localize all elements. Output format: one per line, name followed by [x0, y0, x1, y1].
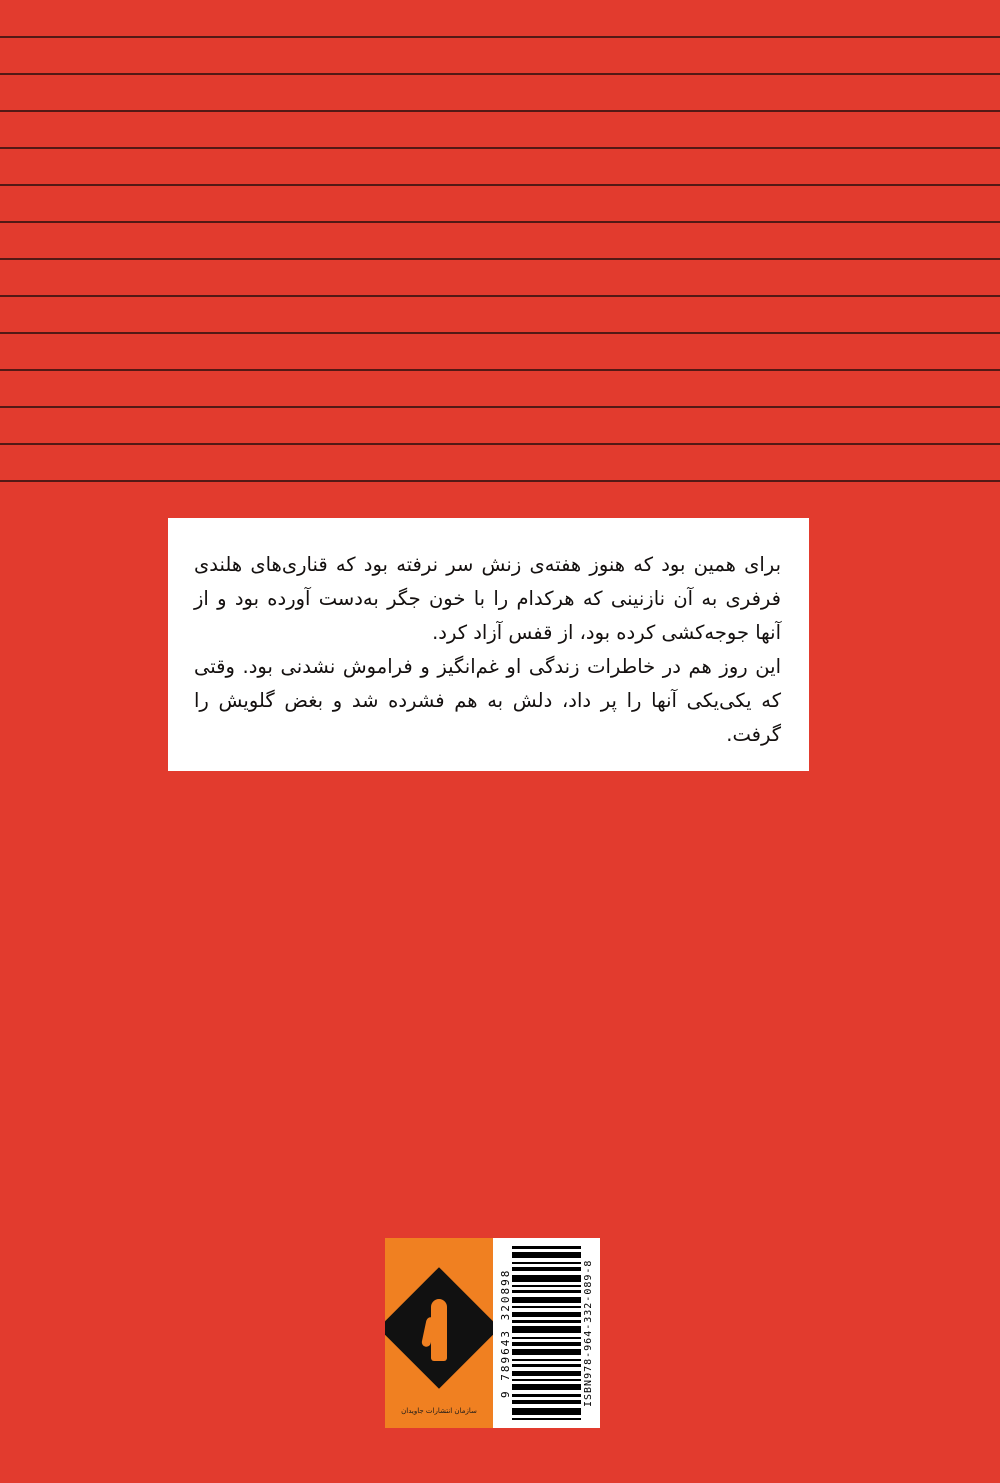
- blurb-paragraph-1: برای همین بود که هنوز هفته‌ی زنش سر نرفته بود که قناری‌های هلندی فرفری به آن نازنینی که هرکدام را با خون جگر به‌دست آورده بود و از آنها جوجه‌کشی کرده بود، از قفس آزاد کرد.: [194, 553, 781, 644]
- rule-line: [0, 443, 1000, 445]
- back-cover-blurb: [168, 518, 809, 771]
- footer-marks: [385, 1238, 600, 1428]
- blurb-paragraph-2: این روز هم در خاطرات زندگی او غم‌انگیز و فراموش نشدنی بود. وقتی که یکی‌یکی آنها را پر داد، دلش به هم فشرده شد و بغض گلویش را گرفت.: [194, 655, 781, 746]
- publisher-logo: [385, 1238, 493, 1428]
- rule-line: [0, 258, 1000, 260]
- isbn-barcode: [493, 1238, 600, 1428]
- figure-silhouette-icon: [431, 1299, 447, 1361]
- rule-line: [0, 295, 1000, 297]
- rule-line: [0, 147, 1000, 149]
- rule-line: [0, 369, 1000, 371]
- rule-line: [0, 184, 1000, 186]
- rule-line: [0, 480, 1000, 482]
- rule-line: [0, 406, 1000, 408]
- barcode-bars: [512, 1246, 581, 1420]
- rule-line: [0, 36, 1000, 38]
- barcode-digits: 9 789643 320898: [499, 1268, 512, 1398]
- publisher-logo-caption: سازمان انتشارات جاویدان: [401, 1407, 477, 1415]
- isbn-label: ISBN978-964-332-089-8: [583, 1259, 594, 1407]
- rule-line: [0, 110, 1000, 112]
- rule-lines-band: [0, 0, 1000, 520]
- rule-line: [0, 221, 1000, 223]
- rule-line: [0, 73, 1000, 75]
- rule-line: [0, 332, 1000, 334]
